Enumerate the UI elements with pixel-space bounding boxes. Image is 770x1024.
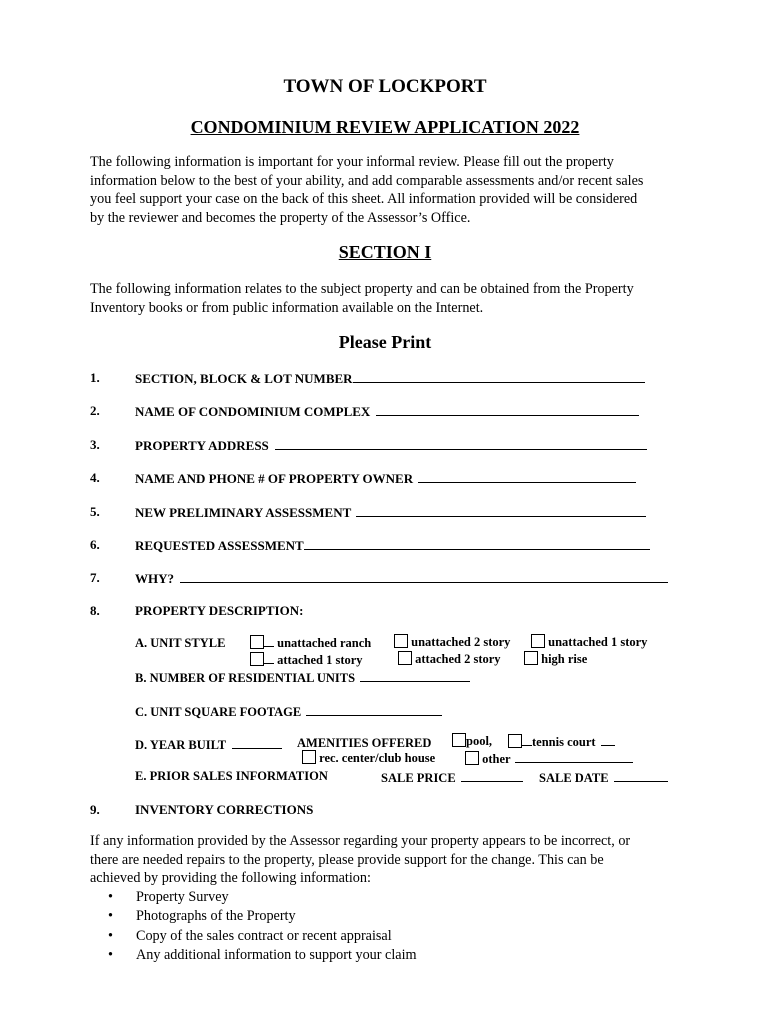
item-label: NAME AND PHONE # OF PROPERTY OWNER — [135, 471, 414, 486]
item-number: 2. — [90, 403, 100, 418]
option-label: unattached ranch — [277, 636, 372, 650]
unattached-2-story-checkbox[interactable] — [394, 634, 408, 648]
item-number: 3. — [90, 437, 100, 452]
item-number: 9. — [90, 802, 100, 817]
unit-style-option-attached-1-story — [250, 651, 363, 668]
preliminary-assessment-field[interactable] — [356, 504, 646, 517]
option-label: unattached 1 story — [548, 635, 648, 649]
why-field[interactable] — [180, 570, 668, 583]
corrections-line: If any information provided by the Assessor regarding your property appears to be incorrect, or — [90, 833, 631, 849]
unit-style-option-unattached-2-story — [394, 634, 510, 650]
residential-units-label: B. NUMBER OF RESIDENTIAL UNITS — [135, 671, 356, 685]
sale-price-field[interactable] — [461, 769, 523, 782]
residential-units-field[interactable] — [360, 669, 470, 682]
option-label: attached 1 story — [277, 653, 363, 667]
item-label: NEW PRELIMINARY ASSESSMENT — [135, 505, 352, 520]
please-print-heading: Please Print — [338, 332, 432, 352]
tennis-court-field[interactable] — [601, 733, 615, 746]
rec-center-checkbox[interactable] — [302, 750, 316, 764]
fill-line — [264, 634, 274, 647]
section-intro-line: Inventory books or from public information available on the Internet. — [90, 299, 484, 316]
fill-line — [522, 733, 532, 746]
bullet-item: • Copy of the sales contract or recent appraisal — [108, 927, 417, 946]
item-number: 5. — [90, 504, 100, 519]
sale-price-row — [381, 769, 523, 786]
amenity-option-pool — [452, 733, 492, 749]
square-footage-label: C. UNIT SQUARE FOOTAGE — [135, 705, 302, 719]
option-label: attached 2 story — [415, 652, 501, 666]
unit-style-option-unattached-1-story — [531, 634, 647, 650]
attached-1-story-checkbox[interactable] — [250, 652, 264, 666]
condo-complex-field[interactable] — [376, 403, 639, 416]
corrections-bullet-list — [108, 888, 417, 965]
corrections-line: there are needed repairs to the property, please provide support for the change. This can be — [90, 851, 604, 868]
item-number: 6. — [90, 537, 100, 552]
amenity-option-tennis — [508, 733, 615, 750]
item-label: WHY? — [135, 571, 174, 586]
pool-checkbox[interactable] — [452, 733, 466, 747]
year-built-field[interactable] — [232, 736, 282, 749]
option-label: unattached 2 story — [411, 635, 511, 649]
section-heading: SECTION I — [338, 242, 432, 262]
section-block-lot-field[interactable] — [353, 370, 645, 383]
sale-date-row — [539, 769, 668, 786]
item-label: NAME OF CONDOMINIUM COMPLEX — [135, 404, 371, 419]
requested-assessment-field[interactable] — [304, 537, 650, 550]
high-rise-checkbox[interactable] — [524, 651, 538, 665]
other-amenity-field[interactable] — [515, 750, 633, 763]
intro-line: you feel support your case on the back of this sheet. All information provided will be considered — [90, 191, 638, 207]
year-built-label: D. YEAR BUILT — [135, 738, 227, 752]
property-address-field[interactable] — [275, 437, 647, 450]
unit-style-option-high-rise — [524, 651, 587, 667]
unit-style-label: A. UNIT STYLE — [135, 636, 226, 650]
item-label: REQUESTED ASSESSMENT — [135, 538, 304, 553]
item-number: 4. — [90, 470, 100, 485]
amenities-label: AMENITIES OFFERED — [297, 736, 432, 750]
owner-name-phone-field[interactable] — [418, 470, 636, 483]
option-label: pool, — [466, 734, 493, 748]
option-label: rec. center/club house — [319, 751, 436, 765]
unit-style-option-unattached-ranch — [250, 634, 371, 651]
residential-units-row — [135, 669, 470, 686]
other-amenity-checkbox[interactable] — [465, 751, 479, 765]
section-intro-line: The following information relates to the subject property and can be obtained from the Property — [90, 281, 634, 297]
option-label: other — [482, 752, 511, 766]
square-footage-field[interactable] — [306, 703, 442, 716]
unattached-ranch-checkbox[interactable] — [250, 635, 264, 649]
unattached-1-story-checkbox[interactable] — [531, 634, 545, 648]
option-label: high rise — [541, 652, 588, 666]
intro-line: by the reviewer and becomes the property of the Assessor’s Office. — [90, 209, 471, 226]
prior-sales-label: E. PRIOR SALES INFORMATION — [135, 769, 328, 783]
item-label: SECTION, BLOCK & LOT NUMBER — [135, 371, 353, 386]
section-intro — [90, 280, 680, 317]
bullet-item: • Photographs of the Property — [108, 907, 417, 926]
unit-style-option-attached-2-story — [398, 651, 501, 667]
attached-2-story-checkbox[interactable] — [398, 651, 412, 665]
tennis-court-checkbox[interactable] — [508, 734, 522, 748]
option-label: tennis court — [532, 735, 596, 749]
intro-paragraph — [90, 153, 680, 227]
item-label: INVENTORY CORRECTIONS — [135, 802, 314, 817]
bullet-item: • Property Survey — [108, 888, 417, 907]
town-title: TOWN OF LOCKPORT — [283, 76, 487, 97]
bullet-item: • Any additional information to support your claim — [108, 946, 417, 965]
intro-line: The following information is important for your informal review. Please fill out the property — [90, 154, 614, 170]
sale-date-field[interactable] — [614, 769, 668, 782]
item-number: 1. — [90, 370, 100, 385]
fill-line — [264, 651, 274, 664]
sale-date-label: SALE DATE — [539, 771, 609, 785]
item-label: PROPERTY DESCRIPTION: — [135, 603, 304, 618]
amenity-option-other — [465, 750, 633, 767]
intro-line: information below to the best of your ability, and add comparable assessments and/or recent sales — [90, 172, 644, 189]
year-built-row — [135, 736, 282, 753]
amenity-option-rec-center — [302, 750, 435, 766]
square-footage-row — [135, 703, 442, 720]
item-number: 8. — [90, 603, 100, 618]
corrections-line: achieved by providing the following information: — [90, 870, 371, 886]
item-label: PROPERTY ADDRESS — [135, 438, 269, 453]
sale-price-label: SALE PRICE — [381, 771, 456, 785]
form-title: CONDOMINIUM REVIEW APPLICATION 2022 — [190, 117, 580, 137]
item-number: 7. — [90, 570, 100, 585]
corrections-paragraph — [90, 832, 680, 888]
